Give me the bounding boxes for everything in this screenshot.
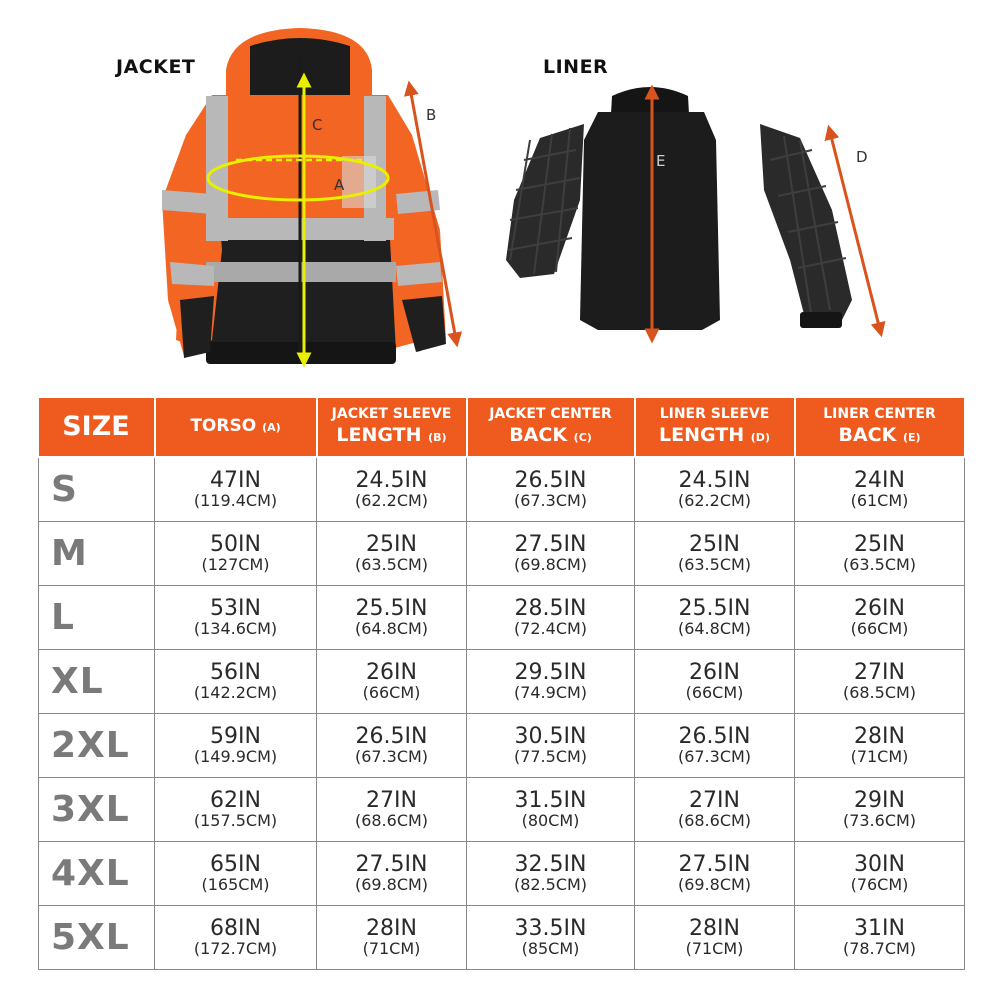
measurement-cell <box>155 457 317 522</box>
measurement-cell <box>795 714 965 778</box>
measurement-centimeters: (149.9CM) <box>193 746 278 766</box>
measurement-inches: 28IN <box>854 723 905 749</box>
measurement-inches: 29IN <box>854 787 905 813</box>
table-row <box>39 586 965 650</box>
measurement-centimeters: (66CM) <box>850 618 909 638</box>
measurement-inches: 25.5IN <box>355 595 428 621</box>
measurement-inches: 47IN <box>210 467 261 493</box>
measurement-centimeters: (69.8CM) <box>677 874 752 894</box>
measurement-cell <box>795 586 965 650</box>
header-liner-center-line2: BACK <box>838 423 897 446</box>
header-size: SIZE <box>39 397 155 457</box>
measurement-cell <box>635 778 795 842</box>
measurement-inches: 27IN <box>854 659 905 685</box>
header-jacket-center-suffix: (C) <box>573 430 592 444</box>
measurement-inches: 25IN <box>366 531 417 557</box>
garments-drawing <box>0 0 1000 390</box>
size-cell: 5XL <box>39 906 155 970</box>
size-cell: S <box>39 457 155 522</box>
measurement-inches: 25.5IN <box>678 595 751 621</box>
measurement-centimeters: (74.9CM) <box>513 682 588 702</box>
table-row <box>39 842 965 906</box>
header-torso-suffix: (A) <box>262 421 281 435</box>
measurement-centimeters: (71CM) <box>685 938 744 958</box>
measurement-cell <box>155 522 317 586</box>
table-body <box>39 457 965 970</box>
measurement-cell <box>795 778 965 842</box>
measurement-cell <box>467 522 635 586</box>
measurement-inches: 27IN <box>366 787 417 813</box>
header-liner-center-line1: LINER CENTER <box>823 406 936 423</box>
measurement-cell <box>155 906 317 970</box>
measurement-centimeters: (68.6CM) <box>354 810 429 830</box>
measurement-inches: 26IN <box>366 659 417 685</box>
measurement-cell <box>155 714 317 778</box>
product-illustration <box>0 0 1000 390</box>
header-liner-center-suffix: (E) <box>902 430 921 444</box>
table-row <box>39 714 965 778</box>
header-jacket-sleeve-line1: JACKET SLEEVE <box>331 406 452 423</box>
header-jacket-sleeve-line2: LENGTH <box>336 423 422 446</box>
measurement-inches: 53IN <box>210 595 261 621</box>
size-cell: M <box>39 522 155 586</box>
measurement-cell <box>155 842 317 906</box>
measurement-cell <box>467 714 635 778</box>
header-jacket-center-line2: BACK <box>509 423 568 446</box>
measurement-inches: 68IN <box>210 915 261 941</box>
measurement-centimeters: (165CM) <box>201 874 270 894</box>
table-row <box>39 457 965 522</box>
header-liner-sleeve-line2: LENGTH <box>659 423 745 446</box>
measurement-inches: 59IN <box>210 723 261 749</box>
header-jacket-sleeve <box>317 397 467 457</box>
measurement-cell <box>795 457 965 522</box>
measurement-centimeters: (119.4CM) <box>193 490 278 510</box>
measurement-cell <box>155 778 317 842</box>
marker-b: B <box>426 106 437 124</box>
measurement-cell <box>467 650 635 714</box>
measurement-centimeters: (78.7CM) <box>842 938 917 958</box>
measurement-cell <box>795 842 965 906</box>
measurement-centimeters: (77.5CM) <box>513 746 588 766</box>
measurement-inches: 26.5IN <box>355 723 428 749</box>
measurement-inches: 26IN <box>854 595 905 621</box>
measurement-inches: 50IN <box>210 531 261 557</box>
measurement-centimeters: (67.3CM) <box>677 746 752 766</box>
measurement-centimeters: (69.8CM) <box>513 554 588 574</box>
measurement-centimeters: (80CM) <box>521 810 580 830</box>
measurement-inches: 32.5IN <box>514 851 587 877</box>
measurement-cell <box>635 842 795 906</box>
header-torso <box>155 397 317 457</box>
measurement-inches: 25IN <box>854 531 905 557</box>
size-cell: 2XL <box>39 714 155 778</box>
measurement-centimeters: (134.6CM) <box>193 618 278 638</box>
measurement-centimeters: (142.2CM) <box>193 682 278 702</box>
size-cell: L <box>39 586 155 650</box>
measurement-inches: 31.5IN <box>514 787 587 813</box>
measurement-inches: 28IN <box>689 915 740 941</box>
measurement-cell <box>317 842 467 906</box>
jacket-label: JACKET <box>116 56 196 78</box>
measurement-cell <box>467 906 635 970</box>
table-row <box>39 778 965 842</box>
header-jacket-sleeve-suffix: (B) <box>428 430 447 444</box>
size-chart-table <box>38 396 966 970</box>
measurement-cell <box>635 906 795 970</box>
measurement-centimeters: (71CM) <box>850 746 909 766</box>
measurement-centimeters: (63.5CM) <box>842 554 917 574</box>
measurement-inches: 28IN <box>366 915 417 941</box>
header-torso-text: TORSO <box>190 416 257 437</box>
measurement-centimeters: (71CM) <box>362 938 421 958</box>
measurement-centimeters: (82.5CM) <box>513 874 588 894</box>
size-cell: 4XL <box>39 842 155 906</box>
measurement-centimeters: (67.3CM) <box>513 490 588 510</box>
header-liner-center <box>795 397 965 457</box>
table-header-row <box>39 397 965 457</box>
measurement-cell <box>155 586 317 650</box>
measurement-cell <box>635 586 795 650</box>
measurement-cell <box>467 842 635 906</box>
marker-a: A <box>334 176 345 194</box>
measurement-inches: 29.5IN <box>514 659 587 685</box>
measurement-inches: 30.5IN <box>514 723 587 749</box>
measurement-cell <box>795 650 965 714</box>
measurement-inches: 30IN <box>854 851 905 877</box>
measurement-centimeters: (85CM) <box>521 938 580 958</box>
measurement-centimeters: (66CM) <box>685 682 744 702</box>
measurement-cell <box>467 778 635 842</box>
measurement-cell <box>795 522 965 586</box>
measurement-centimeters: (69.8CM) <box>354 874 429 894</box>
measurement-cell <box>317 778 467 842</box>
header-liner-sleeve-suffix: (D) <box>750 430 770 444</box>
measurement-cell <box>317 586 467 650</box>
measurement-cell <box>317 522 467 586</box>
header-liner-sleeve-line1: LINER SLEEVE <box>659 406 770 423</box>
measurement-centimeters: (76CM) <box>850 874 909 894</box>
measurement-centimeters: (67.3CM) <box>354 746 429 766</box>
measurement-cell <box>317 650 467 714</box>
measurement-cell <box>155 650 317 714</box>
measurement-centimeters: (66CM) <box>362 682 421 702</box>
measurement-inches: 62IN <box>210 787 261 813</box>
marker-c: C <box>312 116 323 134</box>
measurement-inches: 26IN <box>689 659 740 685</box>
header-liner-sleeve <box>635 397 795 457</box>
measurement-cell <box>635 522 795 586</box>
size-cell: XL <box>39 650 155 714</box>
measurement-cell <box>635 650 795 714</box>
table-row <box>39 906 965 970</box>
liner-image <box>506 87 852 330</box>
measurement-cell <box>467 457 635 522</box>
measurement-inches: 33.5IN <box>514 915 587 941</box>
table-row <box>39 522 965 586</box>
measurement-cell <box>635 714 795 778</box>
measurement-inches: 28.5IN <box>514 595 587 621</box>
measurement-centimeters: (73.6CM) <box>842 810 917 830</box>
measurement-inches: 27.5IN <box>514 531 587 557</box>
measurement-inches: 65IN <box>210 851 261 877</box>
measurement-cell <box>467 586 635 650</box>
measurement-centimeters: (68.5CM) <box>842 682 917 702</box>
header-jacket-center <box>467 397 635 457</box>
measurement-centimeters: (64.8CM) <box>677 618 752 638</box>
measurement-centimeters: (63.5CM) <box>354 554 429 574</box>
measurement-cell <box>317 714 467 778</box>
measurement-inches: 27.5IN <box>678 851 751 877</box>
measurement-centimeters: (172.7CM) <box>193 938 278 958</box>
size-cell: 3XL <box>39 778 155 842</box>
measurement-centimeters: (127CM) <box>201 554 270 574</box>
measurement-centimeters: (63.5CM) <box>677 554 752 574</box>
measurement-inches: 31IN <box>854 915 905 941</box>
measurement-centimeters: (157.5CM) <box>193 810 278 830</box>
liner-label: LINER <box>543 56 609 78</box>
measurement-inches: 27IN <box>689 787 740 813</box>
measurement-centimeters: (62.2CM) <box>677 490 752 510</box>
measurement-cell <box>795 906 965 970</box>
measurement-cell <box>635 457 795 522</box>
marker-e: E <box>656 152 666 170</box>
measurement-centimeters: (68.6CM) <box>677 810 752 830</box>
measurement-inches: 25IN <box>689 531 740 557</box>
measurement-inches: 24IN <box>854 467 905 493</box>
table-row <box>39 650 965 714</box>
measurement-inches: 24.5IN <box>678 467 751 493</box>
measurement-centimeters: (62.2CM) <box>354 490 429 510</box>
measurement-inches: 26.5IN <box>514 467 587 493</box>
measurement-centimeters: (72.4CM) <box>513 618 588 638</box>
measurement-inches: 26.5IN <box>678 723 751 749</box>
header-jacket-center-line1: JACKET CENTER <box>489 406 612 423</box>
measurement-centimeters: (64.8CM) <box>354 618 429 638</box>
measurement-centimeters: (61CM) <box>850 490 909 510</box>
measurement-cell <box>317 906 467 970</box>
measurement-inches: 24.5IN <box>355 467 428 493</box>
measurement-inches: 27.5IN <box>355 851 428 877</box>
measurement-inches: 56IN <box>210 659 261 685</box>
measurement-cell <box>317 457 467 522</box>
marker-d: D <box>856 148 868 166</box>
